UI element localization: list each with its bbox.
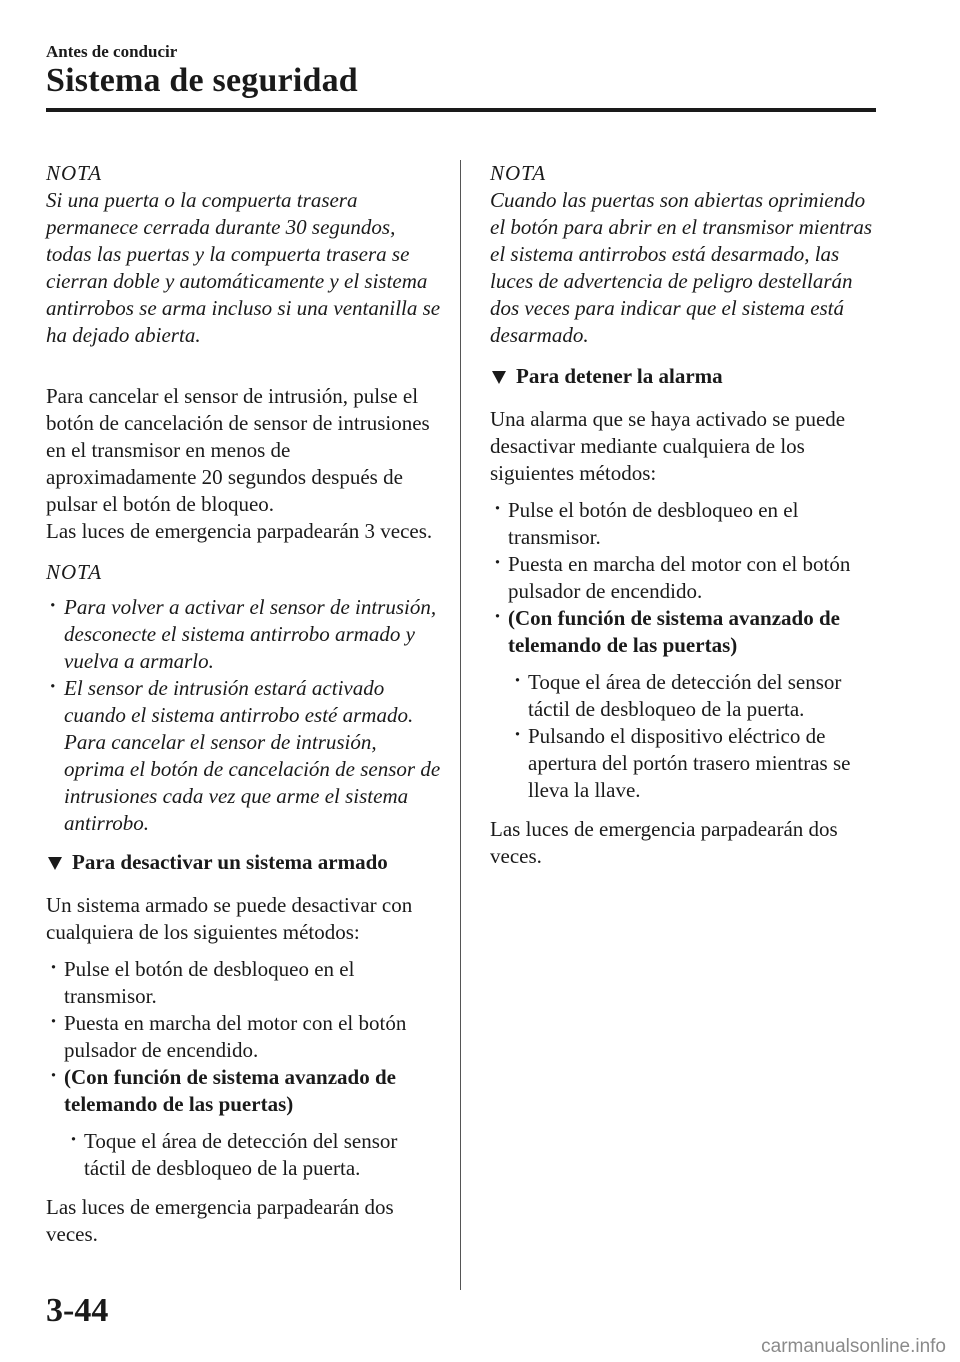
section-heading-label: Para desactivar un sistema armado — [72, 850, 388, 874]
method-list — [490, 497, 880, 659]
note-text: Cuando las puertas son abiertas oprimiendo el botón para abrir en el transmisor mientras el sistema antirrobos está desarmado, las luces de advertencia de peligro destellarán dos veces para indicar que el sistema está desarmado. — [490, 188, 873, 347]
method-list-item: · Puesta en marcha del motor con el botón pulsador de encendido. — [490, 551, 880, 605]
left-column — [46, 160, 441, 1248]
method-list-item: · (Con función de sistema avanzado de telemando de las puertas) — [490, 605, 880, 659]
sub-method-list-item: · Pulsando el dispositivo eléctrico de apertura del portón trasero mientras se lleva la llave. — [490, 723, 880, 804]
sub-method-list — [490, 669, 880, 804]
paragraph: Un sistema armado se puede desactivar con cualquiera de los siguientes métodos: — [46, 893, 413, 944]
method-list-item: · Pulse el botón de desbloqueo en el transmisor. — [490, 497, 880, 551]
sub-method-list-item: · Toque el área de detección del sensor táctil de desbloqueo de la puerta. — [46, 1128, 441, 1182]
note-list-item: · El sensor de intrusión estará activado cuando el sistema antirrobo esté armado. Para cancelar el sensor de intrusión, oprima el botón de cancelación de sensor de intrusiones cada vez que arme el sistema antirrobo. — [46, 675, 441, 837]
sub-method-list-item: · Toque el área de detección del sensor táctil de desbloqueo de la puerta. — [490, 669, 880, 723]
note-label: NOTA — [490, 161, 547, 185]
note-list-item: · Para volver a activar el sensor de intrusión, desconecte el sistema antirrobo armado y vuelva a armarlo. — [46, 594, 441, 675]
method-list-item: · Pulse el botón de desbloqueo en el transmisor. — [46, 956, 441, 1010]
section-label: Antes de conducir — [46, 42, 178, 61]
section-heading — [490, 363, 880, 390]
method-list-item: · (Con función de sistema avanzado de telemando de las puertas) — [46, 1064, 441, 1118]
triangle-bullet-icon — [492, 371, 506, 384]
section-heading-label: Para detener la alarma — [516, 364, 723, 388]
paragraph: Las luces de emergencia parpadearán dos veces. — [490, 817, 838, 868]
paragraph: Las luces de emergencia parpadearán dos veces. — [46, 1195, 394, 1246]
method-list — [46, 956, 441, 1118]
note-label: NOTA — [46, 161, 103, 185]
right-column — [490, 160, 880, 870]
section-heading — [46, 849, 441, 876]
watermark: carmanualsonline.info — [761, 1336, 946, 1357]
triangle-bullet-icon — [48, 857, 62, 870]
sub-method-list — [46, 1128, 441, 1182]
page-title: Sistema de seguridad — [46, 62, 358, 99]
paragraph: Una alarma que se haya activado se puede desactivar mediante cualquiera de los siguientes métodos: — [490, 407, 846, 485]
note-list — [46, 594, 441, 837]
header-rule — [46, 108, 876, 112]
note-label: NOTA — [46, 560, 103, 584]
paragraph: Para cancelar el sensor de intrusión, pulse el botón de cancelación de sensor de intrusiones en el transmisor en menos de aproximadamente 20 segundos después de pulsar el botón de bloqueo. — [46, 384, 430, 516]
method-list-item: · Puesta en marcha del motor con el botón pulsador de encendido. — [46, 1010, 441, 1064]
paragraph: Las luces de emergencia parpadearán 3 veces. — [46, 519, 433, 543]
page-number: 3-44 — [46, 1292, 109, 1329]
column-divider — [460, 160, 461, 1290]
note-text: Si una puerta o la compuerta trasera permanece cerrada durante 30 segundos, todas las puertas y la compuerta trasera se cierran doble y automáticamente y el sistema antirrobos se arma incluso si una ventanilla se ha dejado abierta. — [46, 188, 441, 347]
